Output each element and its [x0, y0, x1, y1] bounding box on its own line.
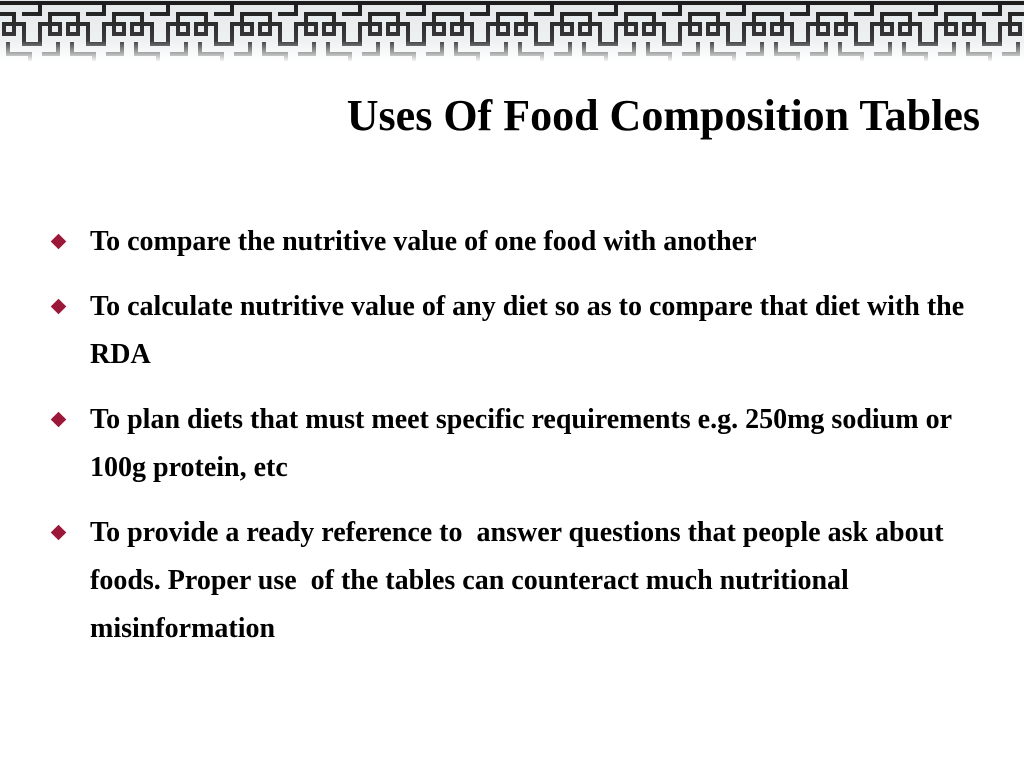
diamond-bullet-icon [51, 525, 67, 541]
slide-title: Uses Of Food Composition Tables [346, 91, 980, 140]
diamond-bullet-icon [51, 234, 67, 250]
bullet-item [44, 283, 994, 379]
bullet-text: To calculate nutritive value of any diet so as to compare that diet with the RDA [90, 291, 972, 370]
bullet-item [44, 509, 994, 653]
diamond-bullet-icon [51, 412, 67, 428]
bullet-list [44, 218, 994, 670]
diamond-bullet-icon [51, 299, 67, 315]
lattice-pattern-graphic [0, 0, 1024, 62]
lattice-banner [0, 0, 1024, 62]
bullet-item [44, 396, 994, 492]
bullet-item [44, 218, 994, 266]
bullet-text: To provide a ready reference to answer questions that people ask about foods. Proper use of the tables can counteract much nutritional misinformation [90, 517, 951, 644]
bullet-text: To compare the nutritive value of one food with another [90, 226, 757, 257]
bullet-text: To plan diets that must meet specific requirements e.g. 250mg sodium or 100g protein, etc [90, 404, 959, 483]
